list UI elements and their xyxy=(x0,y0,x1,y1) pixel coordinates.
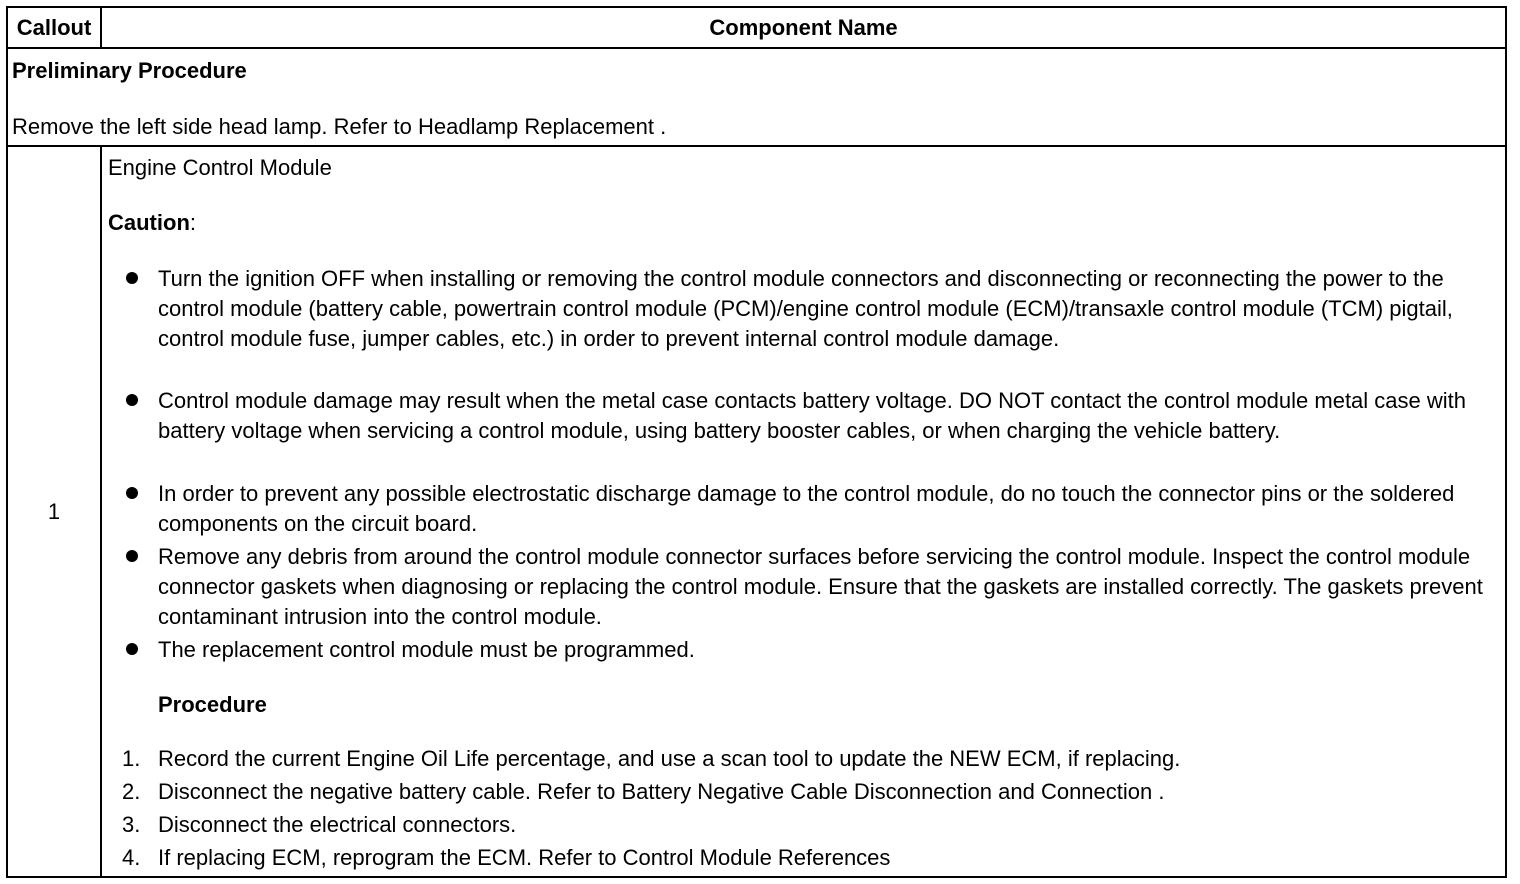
callout-header: Callout xyxy=(8,8,102,47)
step-number: 4. xyxy=(122,845,141,870)
preliminary-procedure-row xyxy=(8,49,1505,147)
step-text: Disconnect the negative battery cable. Refer to Battery Negative Cable Disconnection and Connection . xyxy=(158,779,1165,804)
step-number: 2. xyxy=(122,779,141,804)
callout-number-text: 1 xyxy=(47,498,61,524)
step-text: Record the current Engine Oil Life percentage, and use a scan tool to update the NEW ECM, if replacing. xyxy=(158,746,1181,771)
bullet-icon xyxy=(126,643,138,655)
caution-item: Remove any debris from around the control module connector surfaces before servicing the control module. Inspect the control module connector gaskets when diagnosing or replacing the control module. Ensure that the gaskets are installed correctly. The gaskets prevent contaminant intrusion into the control module. xyxy=(158,544,1483,629)
caution-item: The replacement control module must be programmed. xyxy=(158,637,695,662)
caution-item: In order to prevent any possible electrostatic discharge damage to the control module, do no touch the connector pins or the soldered components on the circuit board. xyxy=(158,481,1455,536)
preliminary-title: Preliminary Procedure xyxy=(12,58,247,83)
preliminary-text: Remove the left side head lamp. Refer to Headlamp Replacement . xyxy=(12,114,667,139)
caution-heading xyxy=(108,209,196,237)
caution-item: Turn the ignition OFF when installing or removing the control module connectors and disconnecting or reconnecting the power to the control module (battery cable, powertrain control module (PCM)/engine control module (ECM)/transaxle control module (TCM) pigtail, control module fuse, jumper cables, etc.) in order to prevent internal control module damage. xyxy=(158,266,1453,351)
callout-number xyxy=(8,147,102,876)
procedure-table xyxy=(6,6,1507,878)
caution-colon: : xyxy=(189,210,197,235)
caution-item: Control module damage may result when the metal case contacts battery voltage. DO NOT contact the control module metal case with battery voltage when servicing a control module, using battery booster cables, or when charging the vehicle battery. xyxy=(158,388,1467,443)
component-details xyxy=(108,147,1499,876)
step-number: 3. xyxy=(122,812,141,837)
bullet-icon xyxy=(126,487,138,499)
procedure-heading: Procedure xyxy=(158,692,267,717)
step-text: If replacing ECM, reprogram the ECM. Refer to Control Module References xyxy=(158,845,891,870)
step-text: Disconnect the electrical connectors. xyxy=(158,812,517,837)
caution-label: Caution xyxy=(108,210,190,235)
bullet-icon xyxy=(126,272,138,284)
bullet-icon xyxy=(126,394,138,406)
bullet-icon xyxy=(126,550,138,562)
table-header xyxy=(8,8,1505,49)
table-row xyxy=(8,147,1505,876)
component-name: Engine Control Module xyxy=(108,155,332,180)
component-name-header: Component Name xyxy=(709,15,898,40)
step-number: 1. xyxy=(122,746,141,771)
